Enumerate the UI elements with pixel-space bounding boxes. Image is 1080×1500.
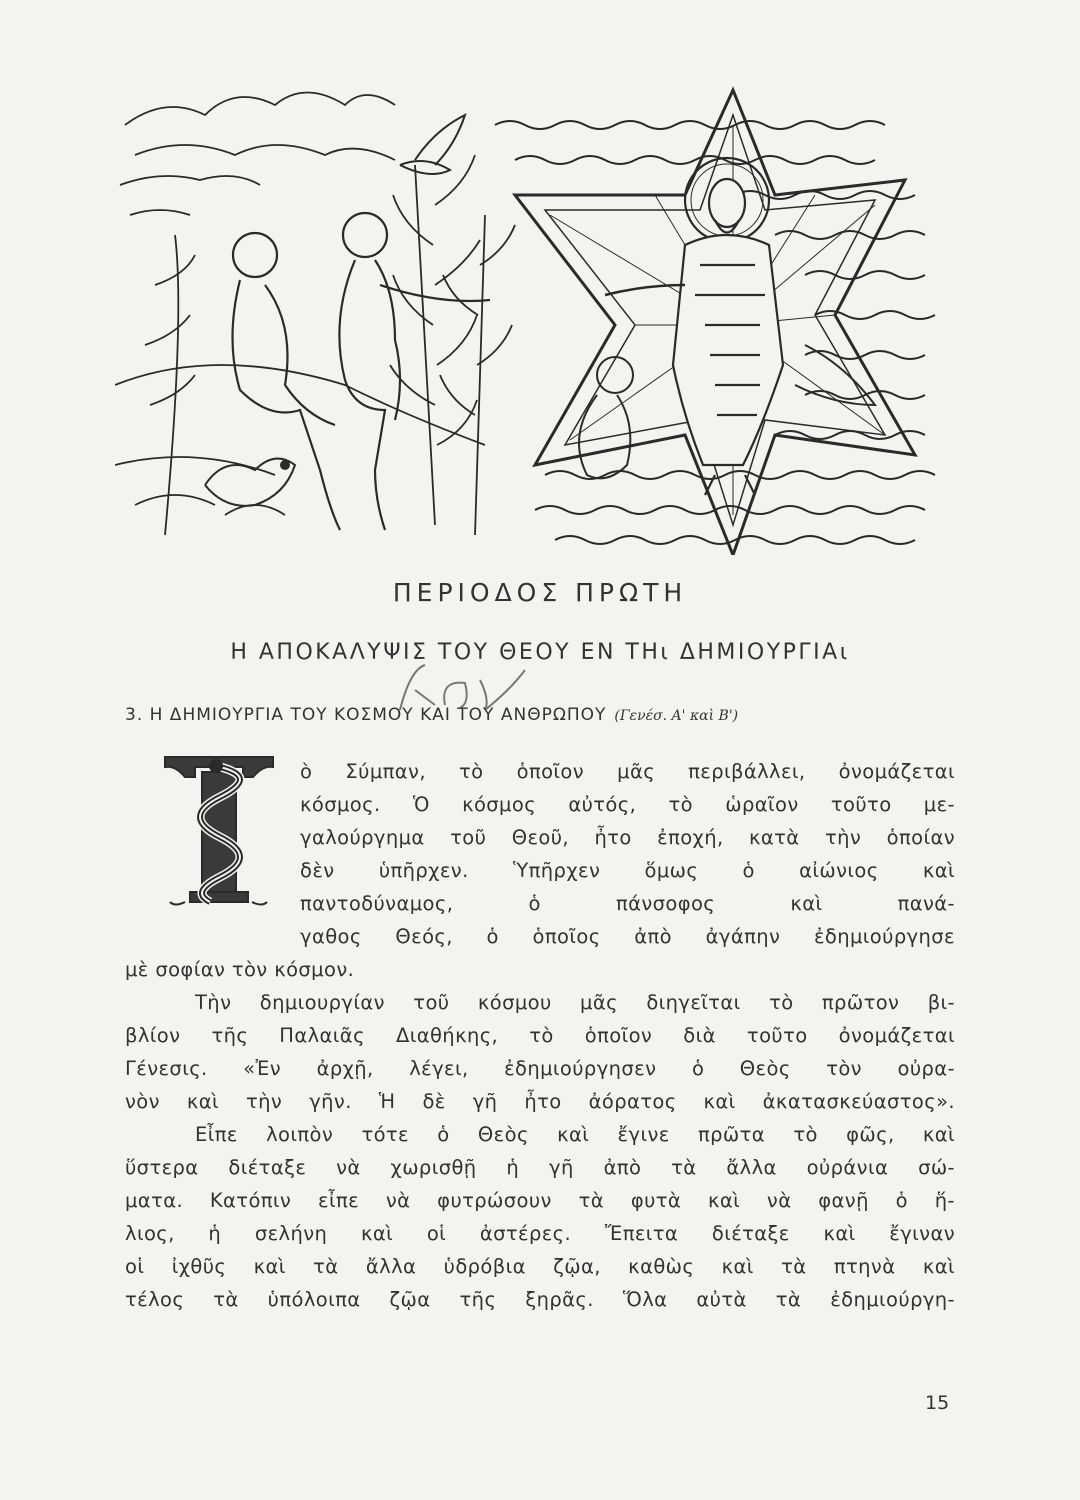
text-line: γαθος Θεός, ὁ ὁποῖος ἀπὸ ἀγάπην ἐδημιούργησε — [300, 925, 955, 948]
text-line: δὲν ὑπῆρχεν. Ὑπῆρχεν ὅμως ὁ αἰώνιος καὶ — [300, 859, 955, 882]
adam-and-eve — [233, 213, 491, 530]
chapter-reference: (Γενέσ. Α' καὶ Β') — [614, 708, 739, 724]
chapter-title: 3. Η ΔΗΜΙΟΥΡΓΙΑ ΤΟΥ ΚΟΣΜΟΥ ΚΑΙ ΤΟΥ ΑΝΘΡΩΠΟΥ — [125, 705, 607, 725]
body-text — [125, 755, 955, 1316]
text-line: παντοδύναμος, ὁ πάνσοφος καὶ πανά- — [300, 892, 955, 915]
text-line: μὲ σοφίαν τὸν κόσμον. — [125, 958, 355, 981]
text-line: Εἶπε λοιπὸν τότε ὁ Θεὸς καὶ ἔγινε πρῶτα τὸ φῶς, καὶ — [195, 1123, 955, 1146]
bird — [205, 459, 295, 506]
page-number: 15 — [925, 1392, 950, 1414]
text-line: ὸ Σύμπαν, τὸ ὁποῖον μᾶς περιβάλλει, ὀνομάζεται — [300, 760, 955, 783]
text-line: Γένεσις. «Ἐν ἀρχῇ, λέγει, ἐδημιούργησεν ὁ Θεὸς τὸν οὐρα- — [125, 1057, 955, 1080]
text-line: νὸν καὶ τὴν γῆν. Ἡ δὲ γῆ ἦτο ἀόρατος καὶ ἀκατασκεύαστος». — [125, 1090, 955, 1113]
text-line: τέλος τὰ ὑπόλοιπα ζῷα τῆς ξηρᾶς. Ὅλα αὐτὰ τὰ ἐδημιούργη- — [125, 1288, 955, 1311]
dove — [400, 115, 465, 174]
text-line: κόσμος. Ὁ κόσμος αὐτός, τὸ ὡραῖον τοῦτο με- — [300, 793, 955, 816]
text-line: ματα. Κατόπιν εἶπε νὰ φυτρώσουν τὰ φυτὰ καὶ νὰ φανῇ ὁ ἥ- — [125, 1189, 955, 1212]
period-title: ΠΕΡΙΟΔΟΣ ΠΡΩΤΗ — [392, 578, 688, 607]
chapter-heading — [125, 705, 955, 725]
text-line: ὕστερα διέταξε νὰ χωρισθῇ ἡ γῆ ἀπὸ τὰ ἄλλα οὐράνια σώ- — [125, 1156, 955, 1179]
text-line: οἱ ἰχθῦς καὶ τὰ ἄλλα ὑδρόβια ζῷα, καθὼς καὶ τὰ πτηνὰ καὶ — [125, 1255, 955, 1278]
foliage — [115, 93, 515, 536]
text-line: γαλούργημα τοῦ Θεοῦ, ἦτο ἐποχή, κατὰ τὴν ὁποίαν — [300, 826, 955, 849]
creation-illustration — [115, 85, 940, 555]
text-line: λιος, ἡ σελήνη καὶ οἱ ἀστέρες. Ἔπειτα διέταξε καὶ ἔγιναν — [125, 1222, 955, 1245]
text-line: βλίον τῆς Παλαιᾶς Διαθήκης, τὸ ὁποῖον διὰ τοῦτο ὀνομάζεται — [125, 1024, 955, 1047]
text-line: Τὴν δημιουργίαν τοῦ κόσμου μᾶς διηγεῖται τὸ πρῶτον βι- — [195, 991, 955, 1014]
section-heading: Η ΑΠΟΚΑΛΥΨΙΣ ΤΟΥ ΘΕΟΥ ΕΝ ΤΗι ΔΗΜΙΟΥΡΓΙΑι — [230, 640, 850, 665]
